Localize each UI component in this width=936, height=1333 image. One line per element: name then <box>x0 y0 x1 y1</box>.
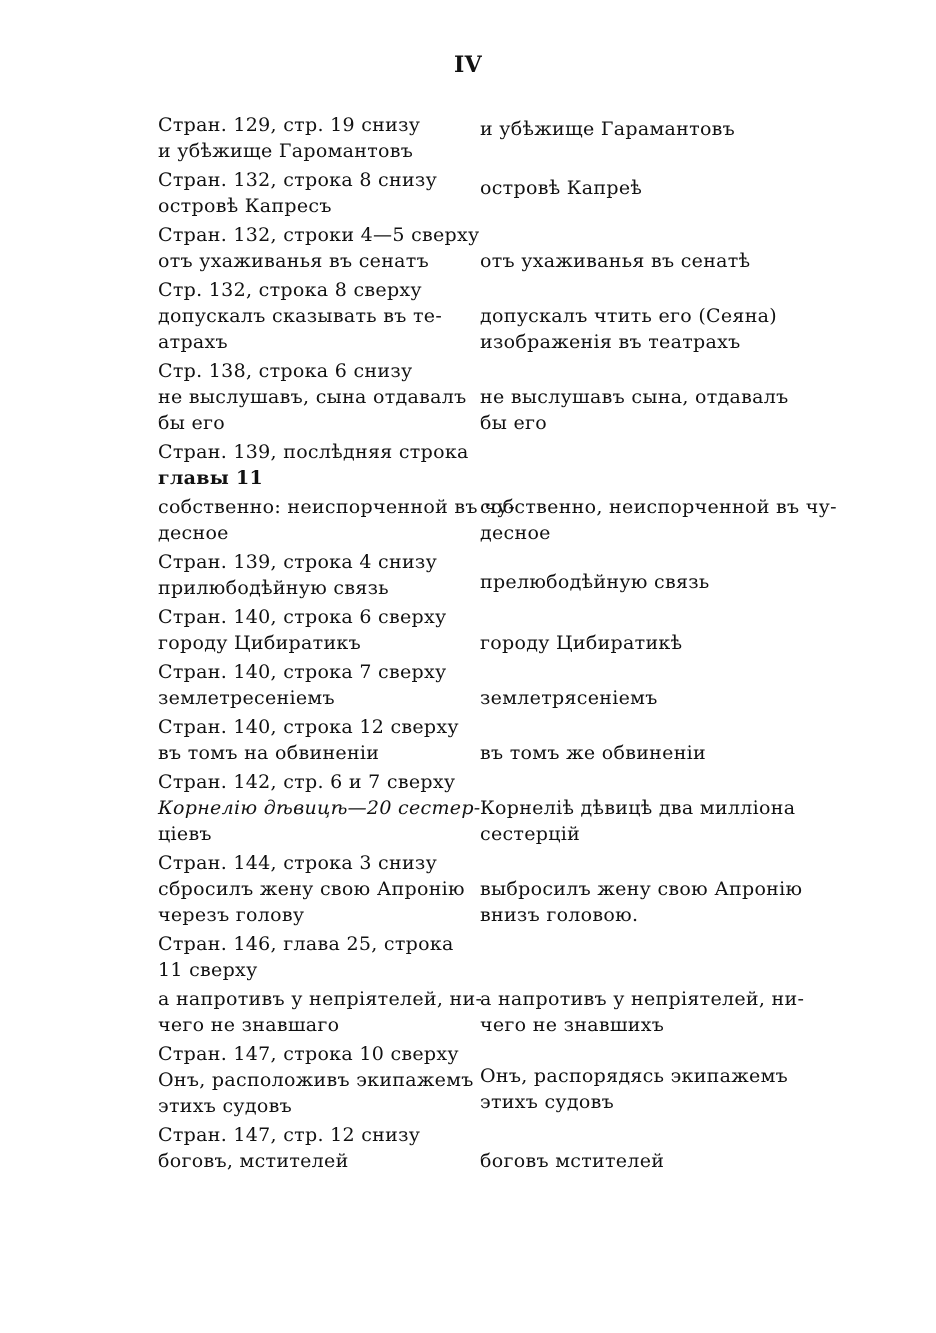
correct-text <box>458 494 837 546</box>
wrong-text <box>158 740 458 766</box>
entry-location: Стран. 140, строка 12 сверху <box>158 716 459 738</box>
correct-line: Корнеліѣ дѣвицѣ два милліона <box>480 797 796 819</box>
wrong-line: островѣ Капресъ <box>158 195 332 217</box>
wrong-text <box>158 876 465 928</box>
wrong-line: собственно: неиспорченной въ чу- <box>158 496 516 518</box>
correct-line: островѣ Капреѣ <box>480 177 643 199</box>
wrong-line: бы его <box>158 412 226 434</box>
wrong-line: этихъ судовъ <box>158 1095 293 1117</box>
correct-line: бы его <box>480 412 548 434</box>
correct-text <box>458 876 802 928</box>
wrong-line: городу Цибиратикъ <box>158 632 361 654</box>
correct-text <box>458 303 798 355</box>
correct-line: собственно, неиспорченной въ чу- <box>480 496 837 518</box>
correct-text <box>458 795 798 847</box>
correct-text <box>458 685 798 711</box>
errata-entry <box>158 714 798 766</box>
wrong-line: десное <box>158 522 229 544</box>
correct-text <box>458 740 798 766</box>
wrong-line: главы 11 <box>158 467 264 489</box>
entry-location: Стран. 147, стр. 12 снизу <box>158 1124 421 1146</box>
correct-text <box>458 1148 798 1174</box>
wrong-line: прилюбодѣйную связь <box>158 577 389 599</box>
entry-location: Стран. 142, стр. 6 и 7 сверху <box>158 771 456 793</box>
page-number: IV <box>454 52 482 78</box>
errata-entry <box>158 494 837 546</box>
correct-text <box>458 175 798 219</box>
entry-location: Стран. 140, строка 7 сверху <box>158 661 447 683</box>
errata-entry <box>158 358 798 436</box>
entry-location: Стран. 139, послѣдняя строка <box>158 441 469 463</box>
correct-line: чего не знавшихъ <box>480 1014 665 1036</box>
correct-text <box>458 986 804 1038</box>
errata-entry <box>158 222 798 274</box>
wrong-line: черезъ голову <box>158 904 305 926</box>
wrong-line: въ томъ на обвиненіи <box>158 742 380 764</box>
correct-line: изображенія въ театрахъ <box>480 331 741 353</box>
correct-line: допускалъ чтить его (Сеяна) <box>480 305 778 327</box>
correct-line: прелюбодѣйную связь <box>480 571 710 593</box>
correct-text <box>458 384 798 436</box>
correct-line: этихъ судовъ <box>480 1091 615 1113</box>
entry-location: Стр. 138, строка 6 снизу <box>158 360 413 382</box>
correct-line: Онъ, распорядясь экипажемъ <box>480 1065 789 1087</box>
correct-text <box>458 630 798 656</box>
correct-text <box>458 1063 798 1119</box>
correct-line: сестерцій <box>480 823 581 845</box>
errata-entry <box>158 1041 798 1119</box>
errata-entry <box>158 1122 798 1174</box>
wrong-line: и убѣжище Гаромантовъ <box>158 140 414 162</box>
wrong-text <box>158 685 458 711</box>
wrong-text <box>158 795 481 847</box>
correct-text <box>458 569 798 601</box>
correct-line: землетрясеніемъ <box>480 687 658 709</box>
entry-location: Стран. 129, стр. 19 снизу <box>158 114 421 136</box>
correct-line: не выслушавъ сына, отдавалъ <box>480 386 789 408</box>
wrong-text <box>158 384 467 436</box>
entry-location: Стран. 144, строка 3 снизу <box>158 852 438 874</box>
wrong-text <box>158 248 458 274</box>
errata-entry <box>158 549 798 601</box>
errata-entry <box>158 769 798 847</box>
wrong-line: атрахъ <box>158 331 228 353</box>
wrong-line: землетресеніемъ <box>158 687 335 709</box>
correct-text <box>458 957 798 983</box>
correct-line: боговъ мстителей <box>480 1150 665 1172</box>
wrong-line <box>158 248 458 274</box>
wrong-line: чего не знавшаго <box>158 1014 340 1036</box>
errata-entry <box>158 931 798 983</box>
wrong-text <box>158 494 516 546</box>
wrong-line: Онъ, расположивъ экипажемъ <box>158 1069 474 1091</box>
errata-entry <box>158 112 798 164</box>
correct-line: городу Цибиратикѣ <box>480 632 683 654</box>
wrong-text <box>158 1067 474 1119</box>
wrong-line: сбросилъ жену свою Апронію <box>158 878 465 900</box>
correct-text <box>458 248 798 274</box>
correct-text <box>458 116 798 164</box>
entry-location: Стран. 139, строка 4 снизу <box>158 551 438 573</box>
errata-entry <box>158 277 798 355</box>
wrong-line: Корнелію дѣвицѣ—20 сестер- <box>158 797 481 819</box>
entry-location: Стр. 132, строка 8 сверху <box>158 279 422 301</box>
errata-entry <box>158 604 798 656</box>
errata-entry <box>158 850 803 928</box>
correct-text <box>458 465 798 491</box>
errata-list <box>158 112 837 1177</box>
wrong-text <box>158 575 458 601</box>
entry-location: Стран. 140, строка 6 сверху <box>158 606 447 628</box>
entry-location: Стран. 132, строка 8 снизу <box>158 169 438 191</box>
wrong-line: а напротивъ у непріятелей, ни- <box>158 988 483 1010</box>
wrong-text <box>158 138 458 164</box>
correct-line: внизъ головою. <box>480 904 639 926</box>
wrong-text <box>158 957 458 983</box>
entry-location: Стран. 147, строка 10 сверху <box>158 1043 459 1065</box>
entry-location: Стран. 146, глава 25, строка <box>158 933 454 955</box>
errata-entry <box>158 439 798 491</box>
correct-line: и убѣжище Гарамантовъ <box>480 118 736 140</box>
errata-entry <box>158 659 798 711</box>
correct-line: въ томъ же обвиненіи <box>480 742 706 764</box>
correct-line: отъ ухаживанья въ сенатѣ <box>480 250 751 272</box>
wrong-text <box>158 465 458 491</box>
wrong-text <box>158 303 458 355</box>
errata-entry <box>158 986 805 1038</box>
wrong-line: ціевъ <box>158 823 212 845</box>
entry-location: Стран. 132, строки 4—5 сверху <box>158 224 480 246</box>
correct-line: десное <box>480 522 551 544</box>
correct-line: выбросилъ жену свою Апронію <box>480 878 803 900</box>
wrong-text <box>158 1148 458 1174</box>
wrong-line: 11 сверху <box>158 959 258 981</box>
wrong-line: боговъ, мстителей <box>158 1150 349 1172</box>
wrong-text <box>158 193 458 219</box>
wrong-text <box>158 986 483 1038</box>
wrong-text <box>158 630 458 656</box>
wrong-line-text: отъ ухаживанья въ сенатъ <box>158 250 430 272</box>
errata-entry <box>158 167 798 219</box>
correct-line: а напротивъ у непріятелей, ни- <box>480 988 805 1010</box>
wrong-line: не выслушавъ, сына отдавалъ <box>158 386 467 408</box>
wrong-line: допускалъ сказывать въ те- <box>158 305 443 327</box>
